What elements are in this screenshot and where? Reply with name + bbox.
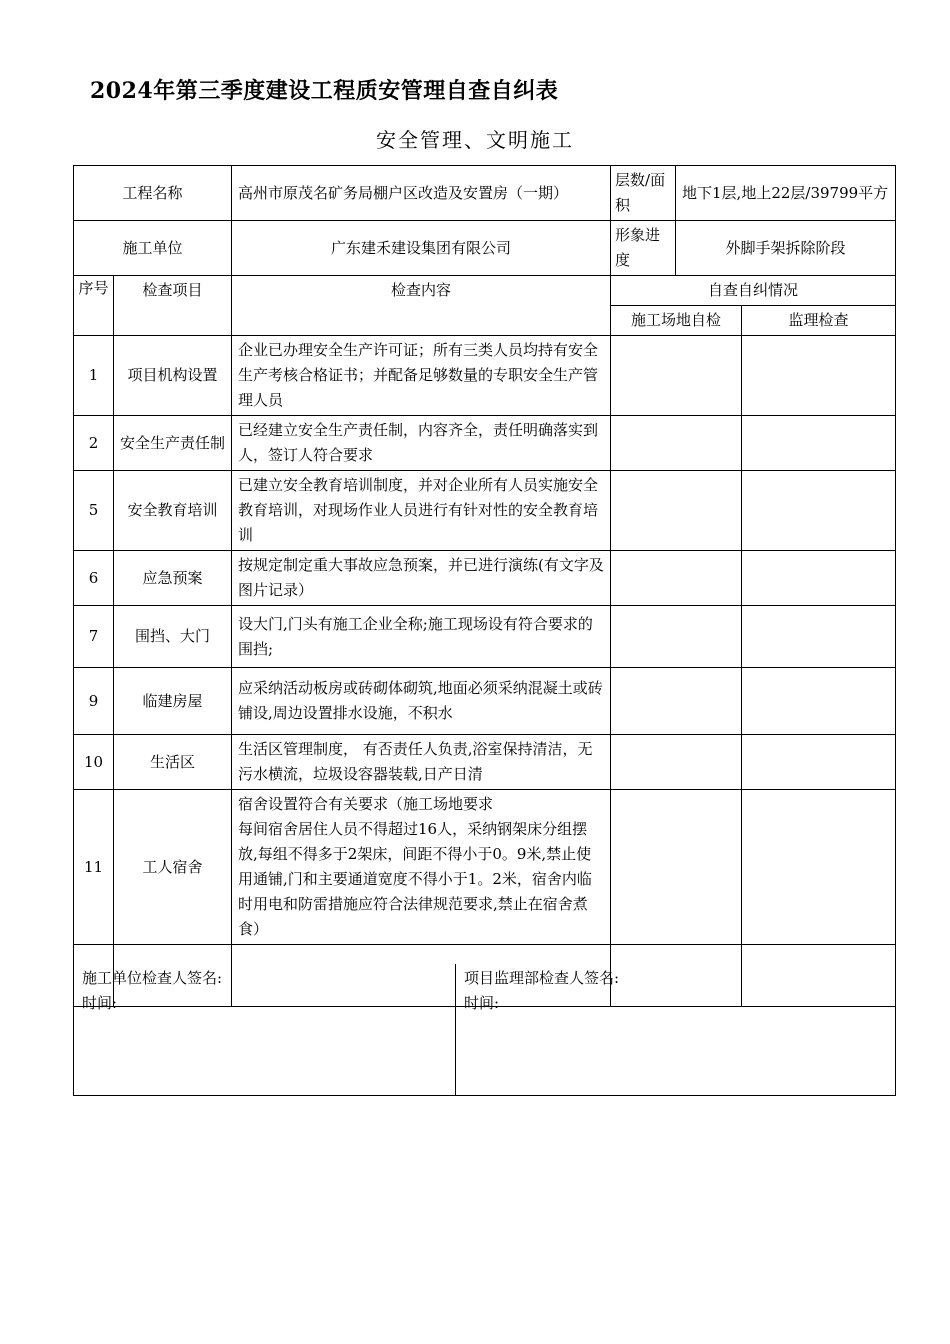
document-title: 2024年第三季度建设工程质安管理自查自纠表 xyxy=(90,78,559,104)
supervision-check-header: 监理检查 xyxy=(742,306,896,336)
content-header: 检查内容 xyxy=(232,276,611,336)
row-seq: 9 xyxy=(74,668,114,735)
row-seq: 5 xyxy=(74,471,114,551)
row-site-check xyxy=(611,336,742,416)
row-site-check xyxy=(611,551,742,606)
table-row xyxy=(74,336,896,416)
row-content: 设大门,门头有施工企业全称;施工现场设有符合要求的围挡; xyxy=(232,606,611,668)
row-supervision-check xyxy=(742,735,896,790)
project-name-value: 高州市原茂名矿务局棚户区改造及安置房（一期） xyxy=(232,166,611,221)
row-supervision-check xyxy=(742,471,896,551)
row-content: 已经建立安全生产责任制，内容齐全，责任明确落实到人，签订人符合要求 xyxy=(232,416,611,471)
table-row xyxy=(74,735,896,790)
row-supervision-check xyxy=(742,336,896,416)
contractor-signature-label: 施工单位检查人签名: xyxy=(82,969,223,987)
table-row xyxy=(74,790,896,945)
row-seq: 2 xyxy=(74,416,114,471)
row-content: 按规定制定重大事故应急预案，并已进行演练(有文字及图片记录） xyxy=(232,551,611,606)
row-site-check xyxy=(611,416,742,471)
construction-unit-label: 施工单位 xyxy=(74,221,232,276)
floors-label: 层数/面积 xyxy=(611,166,676,221)
row-seq: 6 xyxy=(74,551,114,606)
row-seq: 11 xyxy=(74,790,114,945)
row-site-check xyxy=(611,606,742,668)
row-site-check xyxy=(611,668,742,735)
row-site-check xyxy=(611,471,742,551)
row-supervision-check xyxy=(742,551,896,606)
row-seq: 1 xyxy=(74,336,114,416)
supervisor-signature-cell xyxy=(456,964,896,1096)
row-item: 项目机构设置 xyxy=(114,336,232,416)
row-content: 应采纳活动板房或砖砌体砌筑,地面必须采纳混凝土或砖铺设,周边设置排水设施，不积水 xyxy=(232,668,611,735)
inspection-table xyxy=(73,165,896,1007)
row-item: 安全教育培训 xyxy=(114,471,232,551)
supervisor-signature-label: 项目监理部检查人签名: xyxy=(464,969,620,987)
item-header: 检查项目 xyxy=(114,276,232,336)
seq-header: 序号 xyxy=(74,276,114,336)
project-name-label: 工程名称 xyxy=(74,166,232,221)
row-item: 安全生产责任制 xyxy=(114,416,232,471)
row-content: 已建立安全教育培训制度，并对企业所有人员实施安全教育培训，对现场作业人员进行有针对性的安全教育培训 xyxy=(232,471,611,551)
project-name-row xyxy=(74,166,896,221)
contractor-signature-cell xyxy=(74,964,456,1096)
row-content: 企业已办理安全生产许可证；所有三类人员均持有安全生产考核合格证书；并配备足够数量的专职安全生产管理人员 xyxy=(232,336,611,416)
table-row xyxy=(74,471,896,551)
supervisor-time-label: 时间: xyxy=(464,994,500,1012)
row-site-check xyxy=(611,735,742,790)
row-item: 围挡、大门 xyxy=(114,606,232,668)
row-supervision-check xyxy=(742,606,896,668)
floors-value: 地下1层,地上22层/39799平方 xyxy=(676,166,896,221)
row-seq: 10 xyxy=(74,735,114,790)
column-header-row xyxy=(74,276,896,306)
table-row xyxy=(74,551,896,606)
table-row xyxy=(74,668,896,735)
self-check-group-header: 自查自纠情况 xyxy=(611,276,896,306)
row-content: 生活区管理制度， 有否责任人负责,浴室保持清洁，无污水横流，垃圾设容器装载,日产日清 xyxy=(232,735,611,790)
row-item: 应急预案 xyxy=(114,551,232,606)
row-seq: 7 xyxy=(74,606,114,668)
contractor-time-label: 时间: xyxy=(82,994,118,1012)
row-item: 工人宿舍 xyxy=(114,790,232,945)
row-content: 宿舍设置符合有关要求（施工场地要求 每间宿舍居住人员不得超过16人，采纳钢架床分组摆放,每组不得多于2架床，间距不得小于0。9米,禁止使用通铺,门和主要通道宽度不得小于1。2米，宿舍内临时用电和防雷措施应符合法律规范要求,禁止在宿舍煮食） xyxy=(232,790,611,945)
row-supervision-check xyxy=(742,416,896,471)
signature-table xyxy=(73,964,896,1096)
progress-label: 形象进度 xyxy=(611,221,676,276)
row-supervision-check xyxy=(742,790,896,945)
row-item: 生活区 xyxy=(114,735,232,790)
progress-value: 外脚手架拆除阶段 xyxy=(676,221,896,276)
row-site-check xyxy=(611,790,742,945)
row-supervision-check xyxy=(742,668,896,735)
site-check-header: 施工场地自检 xyxy=(611,306,742,336)
table-row xyxy=(74,606,896,668)
row-item: 临建房屋 xyxy=(114,668,232,735)
document-subtitle: 安全管理、文明施工 xyxy=(376,128,574,152)
construction-unit-row xyxy=(74,221,896,276)
construction-unit-value: 广东建禾建设集团有限公司 xyxy=(232,221,611,276)
table-row xyxy=(74,416,896,471)
